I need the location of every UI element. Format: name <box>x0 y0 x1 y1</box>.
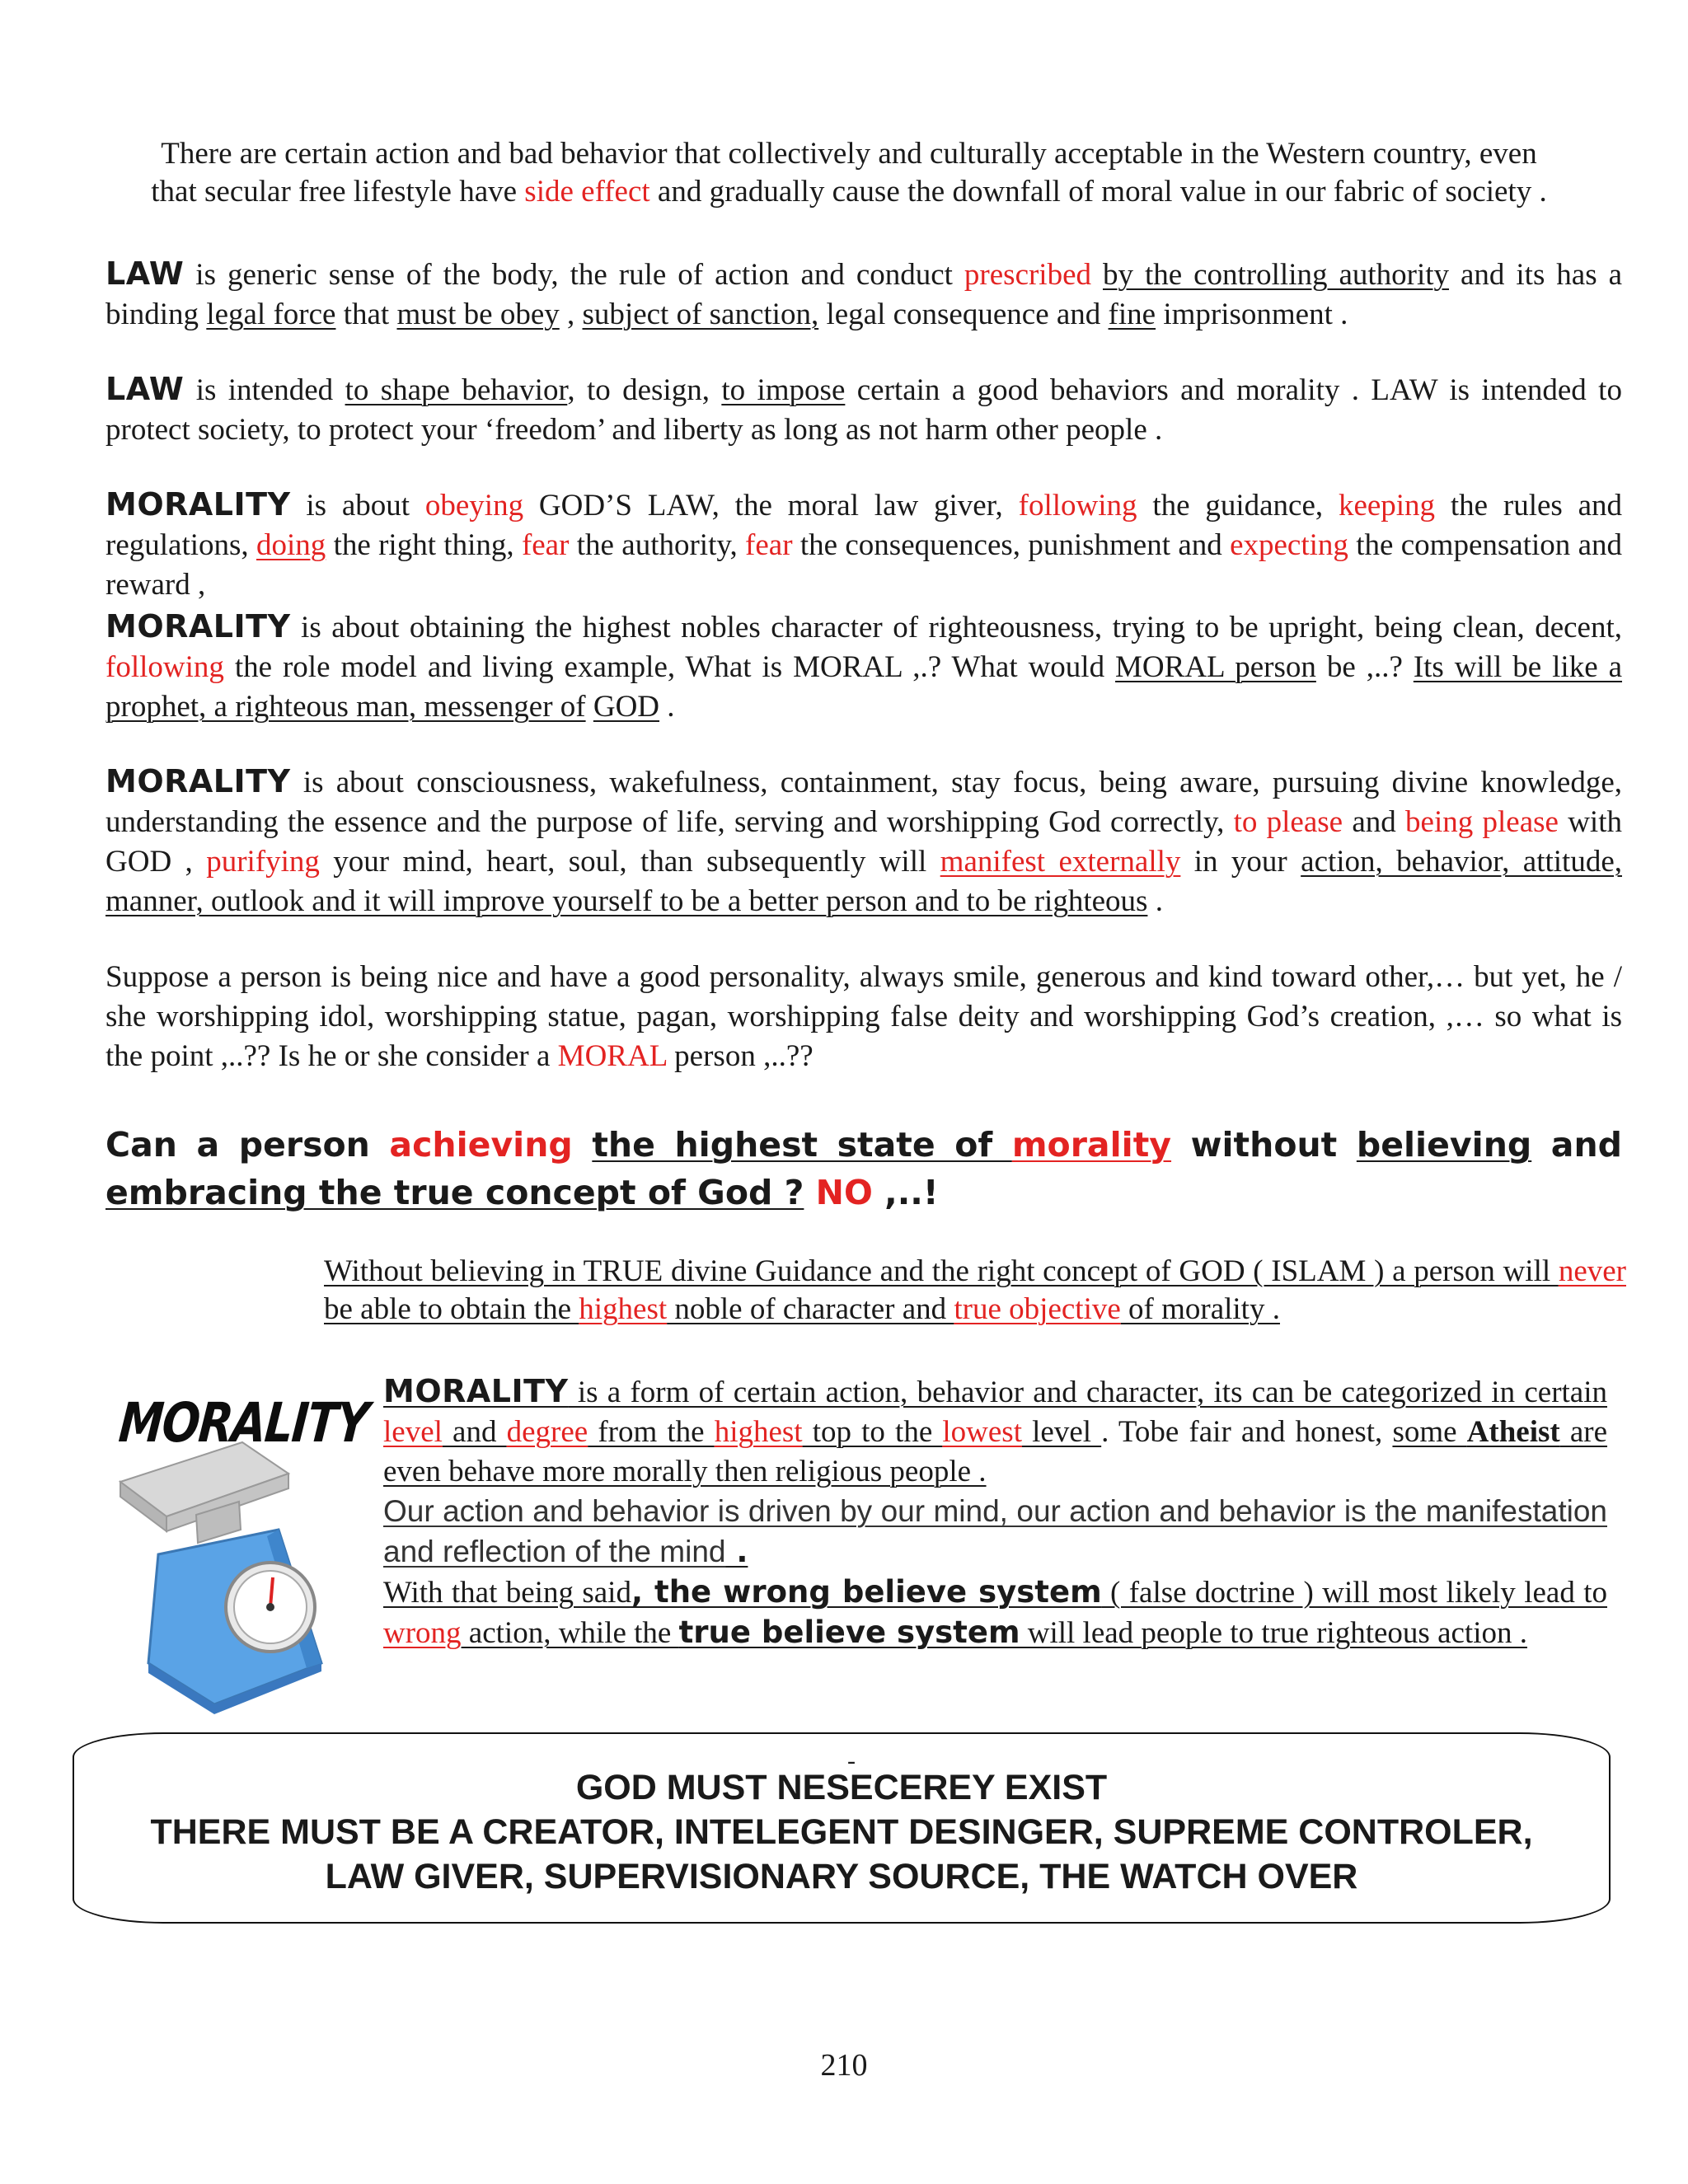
underlined-text: must be obey <box>396 298 560 331</box>
underlined-text: GOD <box>593 690 660 724</box>
underlined-text: Its will be like a prophet, a righteous man, messenger of <box>106 650 1623 724</box>
text <box>573 1125 593 1165</box>
box-line3: LAW GIVER, SUPERVISIONARY SOURCE, THE WATCH OVER <box>325 1857 1358 1896</box>
text: certain a good behaviors and morality . LAW is intended to protect society, to protect your ‘freedom’ and liberty as long as not harm other people . <box>106 373 1622 447</box>
stray-dash: - <box>847 1747 856 1774</box>
red-text: obeying <box>424 489 524 523</box>
text: ,..! <box>872 1173 939 1212</box>
text: the role model and living example, What is MORAL ,.? What would <box>223 650 1116 684</box>
bold-text: . <box>725 1534 748 1569</box>
text: Can a person <box>106 1125 390 1165</box>
red-text: MORAL <box>557 1039 667 1073</box>
underlined-text: top to the <box>802 1415 943 1449</box>
underlined-text: MORAL person <box>1115 650 1316 684</box>
text: imprisonment . <box>1156 298 1348 331</box>
underlined-text: of morality . <box>1120 1292 1280 1326</box>
text: the rules and regulations, <box>106 489 1623 562</box>
intro-side-effect: side effect <box>524 175 650 209</box>
red-underlined-text: wrong <box>383 1616 462 1650</box>
underlined-text: some <box>1392 1415 1467 1449</box>
morality-keyword: MORALITY <box>106 486 291 523</box>
red-underlined-text: true objective <box>954 1292 1121 1326</box>
text: and <box>1531 1125 1622 1165</box>
text: the consequences, punishment and <box>792 528 1231 562</box>
text: your mind, heart, soul, than subsequently will <box>319 845 940 879</box>
text: is about <box>290 489 425 523</box>
text: that <box>335 298 397 331</box>
morality-definition-paragraph <box>383 1371 1607 1653</box>
underlined-text: action, behavior, attitude, manner, outlook and it will improve yourself to be a better person and to be righteous <box>106 845 1622 918</box>
text: in your <box>1180 845 1301 879</box>
red-text: NO <box>815 1173 873 1212</box>
underlined-text: action, while the <box>461 1616 679 1650</box>
intro-paragraph <box>66 135 1632 211</box>
underlined-text: will lead people to true righteous action . <box>1020 1616 1527 1650</box>
underlined-text: legal force <box>206 298 336 331</box>
text: legal consequence and <box>818 298 1109 331</box>
red-text: following <box>106 650 224 684</box>
bold-underlined-text: Atheist <box>1466 1415 1560 1449</box>
morality-keyword: MORALITY <box>106 608 291 644</box>
text: , <box>559 298 583 331</box>
text: is about obtaining the highest nobles character of righteousness, trying to be upright, being clean, decent, <box>290 611 1622 644</box>
red-underlined-text: level <box>383 1415 443 1449</box>
text: is about consciousness, wakefulness, containment, stay focus, being aware, pursuing divine knowledge, understanding the essence and the purpose of life, serving and worshipping God correctly, <box>106 766 1622 839</box>
underlined-text: are even behave more morally then religious people . <box>383 1415 1608 1488</box>
red-underlined-text: lowest <box>942 1415 1022 1449</box>
text: is generic sense of the body, the rule of action and conduct <box>184 258 964 292</box>
underlined-text: is a form of certain action, behavior and character, its can be categorized in certain <box>568 1376 1607 1409</box>
box-line1: GOD MUST NESECEREY EXIST <box>575 1768 1108 1807</box>
bold-underlined-text: true believe system <box>678 1615 1020 1650</box>
text <box>586 690 593 724</box>
red-text: fear <box>745 528 793 562</box>
law-keyword: LAW <box>106 371 185 407</box>
underlined-text: be able to obtain the <box>324 1292 579 1326</box>
red-text: following <box>1018 489 1137 523</box>
text: , to design, <box>567 373 722 407</box>
text <box>1091 258 1103 292</box>
text: be ,..? <box>1315 650 1414 684</box>
sans-underlined-text: Our action and behavior is driven by our mind, our action and behavior is the manifestation and reflection of the mind <box>383 1494 1607 1568</box>
morality-keyword: MORALITY <box>106 763 291 799</box>
text: the right thing, <box>326 528 522 562</box>
red-text: to please <box>1233 805 1343 839</box>
text: and <box>1343 805 1406 839</box>
intro-line1: There are certain action and bad behavior that collectively and culturally acceptable in the Western country, even <box>161 137 1537 171</box>
red-underlined-text: manifest externally <box>940 845 1181 879</box>
red-underlined-text: degree <box>506 1415 588 1449</box>
morality-consciousness-paragraph <box>106 762 1622 921</box>
text: without <box>1171 1125 1357 1165</box>
underlined-text: the highest state of <box>592 1125 1012 1165</box>
red-text: being please <box>1405 805 1559 839</box>
weighing-scale-icon <box>115 1391 363 1721</box>
conclusion-box <box>73 1732 1611 1924</box>
text: . <box>1147 884 1163 918</box>
text <box>804 1173 815 1212</box>
law-keyword: LAW <box>106 255 185 292</box>
without-believing-paragraph <box>324 1253 1626 1329</box>
law-intent-paragraph <box>106 369 1622 450</box>
red-text: expecting <box>1230 528 1348 562</box>
morality-wordart: MORALITY <box>116 1391 371 1455</box>
underlined-text: noble of character and <box>667 1292 954 1326</box>
text: . <box>659 690 675 724</box>
red-text: purifying <box>206 845 320 879</box>
underlined-text: and <box>442 1415 507 1449</box>
underlined-text: ( false doctrine ) will most likely lead to <box>1101 1576 1607 1610</box>
bold-underlined-text: , the wrong believe system <box>631 1574 1102 1610</box>
underlined-text: from the <box>588 1415 715 1449</box>
suppose-paragraph <box>106 958 1622 1076</box>
underlined-text: to impose <box>721 373 846 407</box>
underlined-text: Without believing in TRUE divine Guidance and the right concept of GOD ( ISLAM ) a person will <box>324 1254 1559 1288</box>
text: the authority, <box>569 528 746 562</box>
text: is intended <box>184 373 345 407</box>
red-underlined-text: doing <box>256 528 326 562</box>
red-text: keeping <box>1338 489 1436 523</box>
red-underlined-text: highest <box>579 1292 668 1326</box>
red-underlined-text: never <box>1558 1254 1626 1288</box>
underlined-text: subject of sanction, <box>582 298 819 331</box>
underlined-text: fine <box>1108 298 1156 331</box>
underlined-text: With that being said <box>383 1576 631 1610</box>
text: with GOD , <box>106 805 1622 879</box>
text: . Tobe fair and honest, <box>1101 1415 1393 1449</box>
morality-obeying-paragraph <box>106 485 1622 605</box>
underlined-text: level <box>1021 1415 1102 1449</box>
text: person ,..?? <box>666 1039 814 1073</box>
morality-character-paragraph <box>106 607 1622 727</box>
box-line2: THERE MUST BE A CREATOR, INTELEGENT DESINGER, SUPREME CONTROLER, <box>150 1812 1533 1852</box>
underlined-text: believing <box>1356 1125 1532 1165</box>
text: the compensation and reward , <box>106 528 1622 602</box>
text: the guidance, <box>1137 489 1339 523</box>
underlined-text: by the controlling authority <box>1102 258 1450 292</box>
underlined-text: embracing the true concept of God ? <box>106 1173 804 1212</box>
red-text: prescribed <box>964 258 1092 292</box>
text: and its has a binding <box>106 258 1623 331</box>
morality-scale-illustration <box>115 1391 371 1721</box>
text: Suppose a person is being nice and have a good personality, always smile, generous and kind toward other,… but yet, he / she worshipping idol, worshipping statue, pagan, worshipping false deity and worshipping God’s creation, ,… so what is the point ,..?? Is he or she consider a <box>106 960 1622 1073</box>
red-text: achieving <box>389 1125 573 1165</box>
law-definition-paragraph <box>106 254 1622 335</box>
red-text: fear <box>521 528 570 562</box>
intro-line2-end: and gradually cause the downfall of moral value in our fabric of society . <box>649 175 1547 209</box>
red-underlined-text: morality <box>1011 1125 1172 1165</box>
intro-line2-text: that secular free lifestyle have <box>151 175 525 209</box>
text: GOD’S LAW, the moral law giver, <box>523 489 1019 523</box>
morality-keyword: MORALITY <box>383 1373 569 1409</box>
page-number: 210 <box>820 2048 868 2083</box>
question-heading <box>106 1121 1622 1216</box>
underlined-text: to shape behavior <box>345 373 568 407</box>
red-underlined-text: highest <box>714 1415 803 1449</box>
